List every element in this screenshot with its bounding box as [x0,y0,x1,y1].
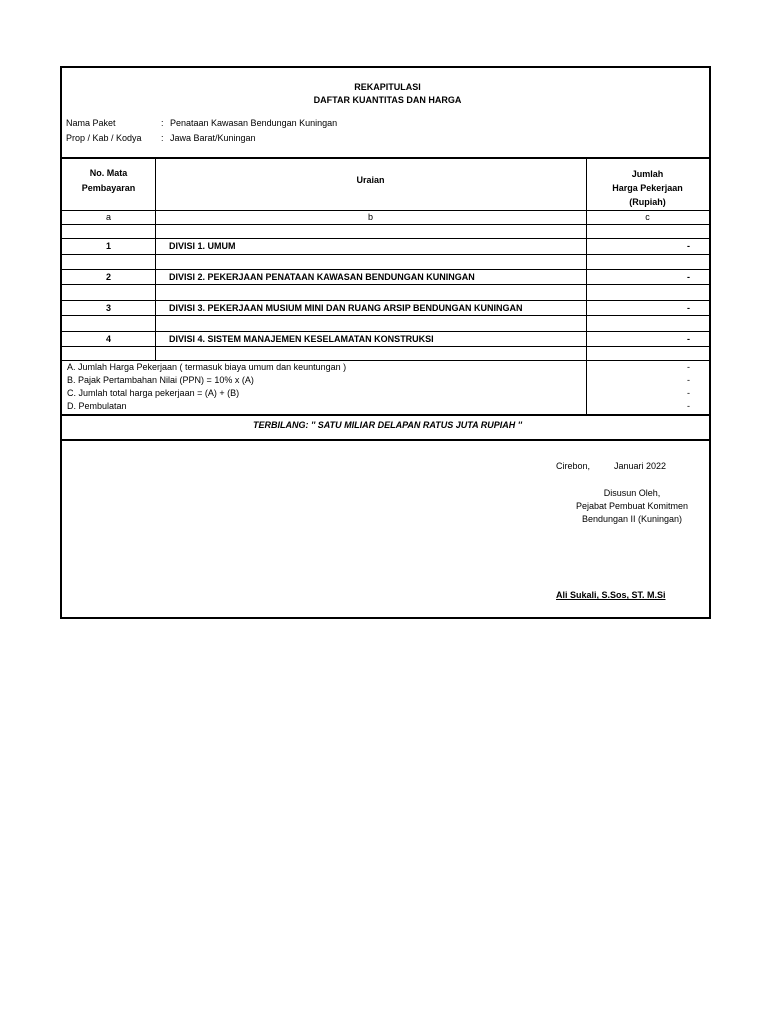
terbilang-label: TERBILANG [252,420,306,430]
terbilang-bottom-border [62,439,709,441]
col-header-no-line2: Pembayaran [81,183,136,193]
col-header-no-line1: No. Mata [89,168,128,178]
row-no: 2 [105,272,111,282]
grid-line [62,360,709,361]
col-divider [155,157,156,360]
info-label-prop: Prop / Kab / Kodya [66,133,142,143]
summary-value: - [687,388,690,398]
signature-date: Januari 2022 [614,461,667,471]
grid-line [62,300,709,301]
signature-name: Ali Sukali, S.Sos, ST. M.Si [556,590,666,600]
sub-label-a: a [105,212,111,222]
grid-line [62,210,709,211]
doc-subtitle: DAFTAR KUANTITAS DAN HARGA [313,95,462,105]
col-header-uraian: Uraian [356,175,385,185]
grid-line [62,284,709,285]
col-header-jumlah-line3: (Rupiah) [629,197,666,207]
grid-line [62,224,709,225]
grid-line [62,315,709,316]
info-sep: : [161,133,164,143]
info-label-paket: Nama Paket [66,118,116,128]
col-header-jumlah-line1: Jumlah [631,169,664,179]
grid-line [62,269,709,270]
summary-label: C. Jumlah total harga pekerjaan = (A) + (B) [67,388,240,398]
document-sheet [60,66,711,619]
grid-line [62,331,709,332]
signature-line3: Bendungan II (Kuningan) [581,514,683,524]
signature-city: Cirebon, [556,461,591,471]
row-uraian: DIVISI 2. PEKERJAAN PENATAAN KAWASAN BENDUNGAN KUNINGAN [169,272,475,282]
doc-title: REKAPITULASI [354,82,421,92]
summary-label: B. Pajak Pertambahan Nilai (PPN) = 10% x (A) [67,375,254,385]
row-uraian: DIVISI 4. SISTEM MANAJEMEN KESELAMATAN KONSTRUKSI [169,334,434,344]
row-jumlah: - [687,303,690,313]
info-value-prop: Jawa Barat/Kuningan [170,133,256,143]
summary-bottom-border [62,414,709,416]
info-sep: : [161,118,164,128]
summary-value: - [687,375,690,385]
signature-line2: Pejabat Pembuat Komitmen [575,501,689,511]
row-uraian: DIVISI 3. PEKERJAAN MUSIUM MINI DAN RUANG ARSIP BENDUNGAN KUNINGAN [169,303,523,313]
row-no: 1 [105,241,111,251]
summary-value: - [687,362,690,372]
summary-label: A. Jumlah Harga Pekerjaan ( termasuk biaya umum dan keuntungan ) [67,362,347,372]
row-no: 4 [105,334,111,344]
grid-line [62,254,709,255]
row-no: 3 [105,303,111,313]
col-header-jumlah-line2: Harga Pekerjaan [612,183,683,193]
signature-line1: Disusun Oleh, [603,488,661,498]
grid-line [62,238,709,239]
row-jumlah: - [687,241,690,251]
terbilang-text: : '' SATU MILIAR DELAPAN RATUS JUTA RUPIAH '' [305,420,523,430]
sub-label-c: c [645,212,650,222]
summary-value: - [687,401,690,411]
row-jumlah: - [687,272,690,282]
table-top-border [62,157,709,159]
row-jumlah: - [687,334,690,344]
info-value-paket: Penataan Kawasan Bendungan Kuningan [170,118,338,128]
grid-line [62,346,709,347]
terbilang-line [62,420,713,431]
summary-label: D. Pembulatan [67,401,127,411]
row-uraian: DIVISI 1. UMUM [169,241,236,251]
sub-label-b: b [367,212,373,222]
